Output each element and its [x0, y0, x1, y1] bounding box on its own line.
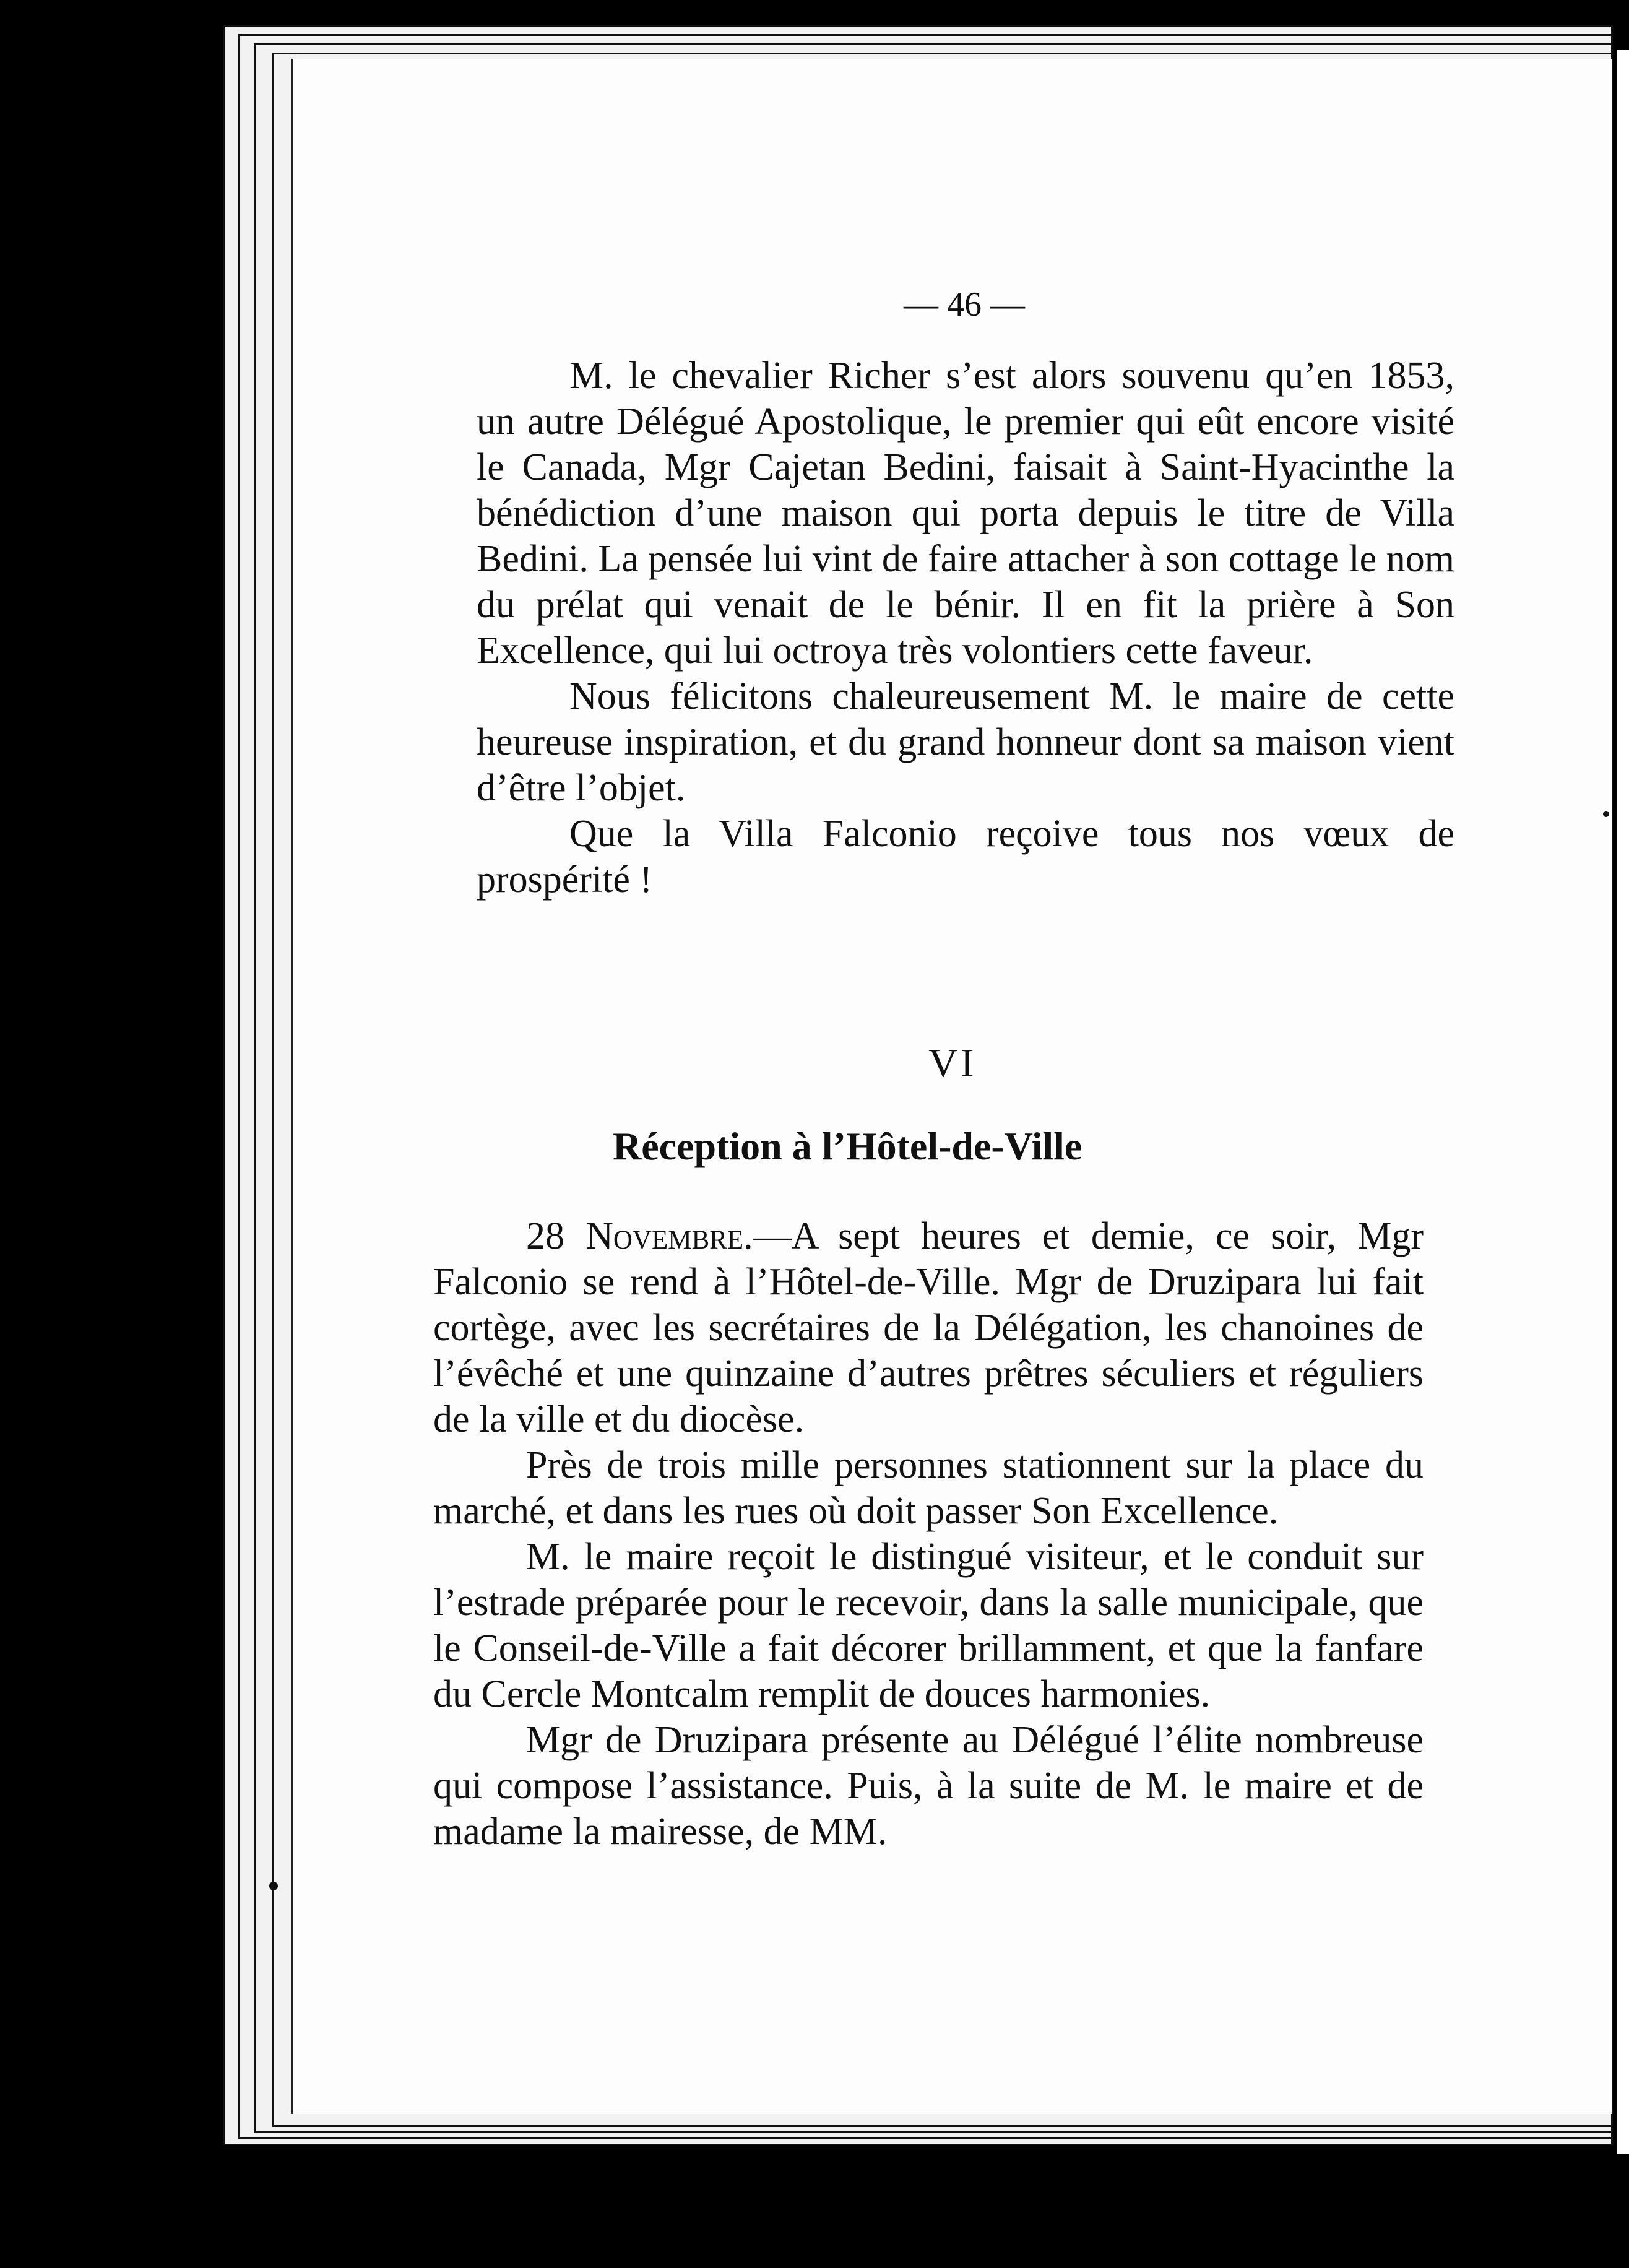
paragraph-felicitons: Nous félicitons chaleureusement M. le maire de cette heureuse inspiration, et du grand honneur dont sa maison vient d’être l’objet. [477, 675, 1454, 809]
section-number: VI [928, 1041, 977, 1086]
page-number: — 46 — [904, 285, 1025, 324]
paragraph-villa-falconio: Que la Villa Falconio reçoive tous nos vœux de prospérité ! [477, 813, 1454, 901]
paragraph-28-novembre [433, 1213, 1424, 1442]
paragraph-28-novembre-text: —A sept heures et demie, ce soir, Mgr Falconio se rend à l’Hôtel-de-Ville. Mgr de Druzipara lui fait cortège, avec les secrétaires de la Délégation, les chanoines de l’évêché et une quinzaine d’autres prêtres séculiers et réguliers de la ville et du diocèse. [433, 1215, 1424, 1440]
paragraph-richer: M. le chevalier Richer s’est alors souvenu qu’en 1853, un autre Délégué Apostolique, le premier qui eût encore visité le Canada, Mgr Cajetan Bedini, faisait à Saint-Hyacinthe la bénédiction d’une maison qui porta depuis le titre de Villa Bedini. La pensée lui vint de faire attacher à son cottage le nom du prélat qui venait de le bénir. Il en fit la prière à Son Excellence, qui lui octroya très volontiers cette faveur. [477, 355, 1454, 672]
section-text-block [433, 1213, 1424, 1855]
date-heading: 28 Novembre. [526, 1215, 753, 1257]
paragraph-druzipara: Mgr de Druzipara présente au Délégué l’élite nombreuse qui compose l’assistance. Puis, à la suite de M. le maire et de madame la mairesse, de MM. [433, 1719, 1424, 1853]
section-title: Réception à l’Hôtel-de-Ville [613, 1124, 1082, 1168]
top-text-block [477, 353, 1454, 902]
paragraph-trois-mille: Près de trois mille personnes stationnent sur la place du marché, et dans les rues où doit passer Son Excellence. [433, 1444, 1424, 1532]
ink-speck [269, 1882, 278, 1890]
right-page-edge [1617, 50, 1629, 2154]
ink-speck [1603, 811, 1609, 817]
paragraph-maire-recoit: M. le maire reçoit le distingué visiteur, et le conduit sur l’estrade préparée pour le recevoir, dans la salle municipale, que le Conseil-de-Ville a fait décorer brillamment, et que la fanfare du Cercle Montcalm remplit de douces harmonies. [433, 1536, 1424, 1715]
